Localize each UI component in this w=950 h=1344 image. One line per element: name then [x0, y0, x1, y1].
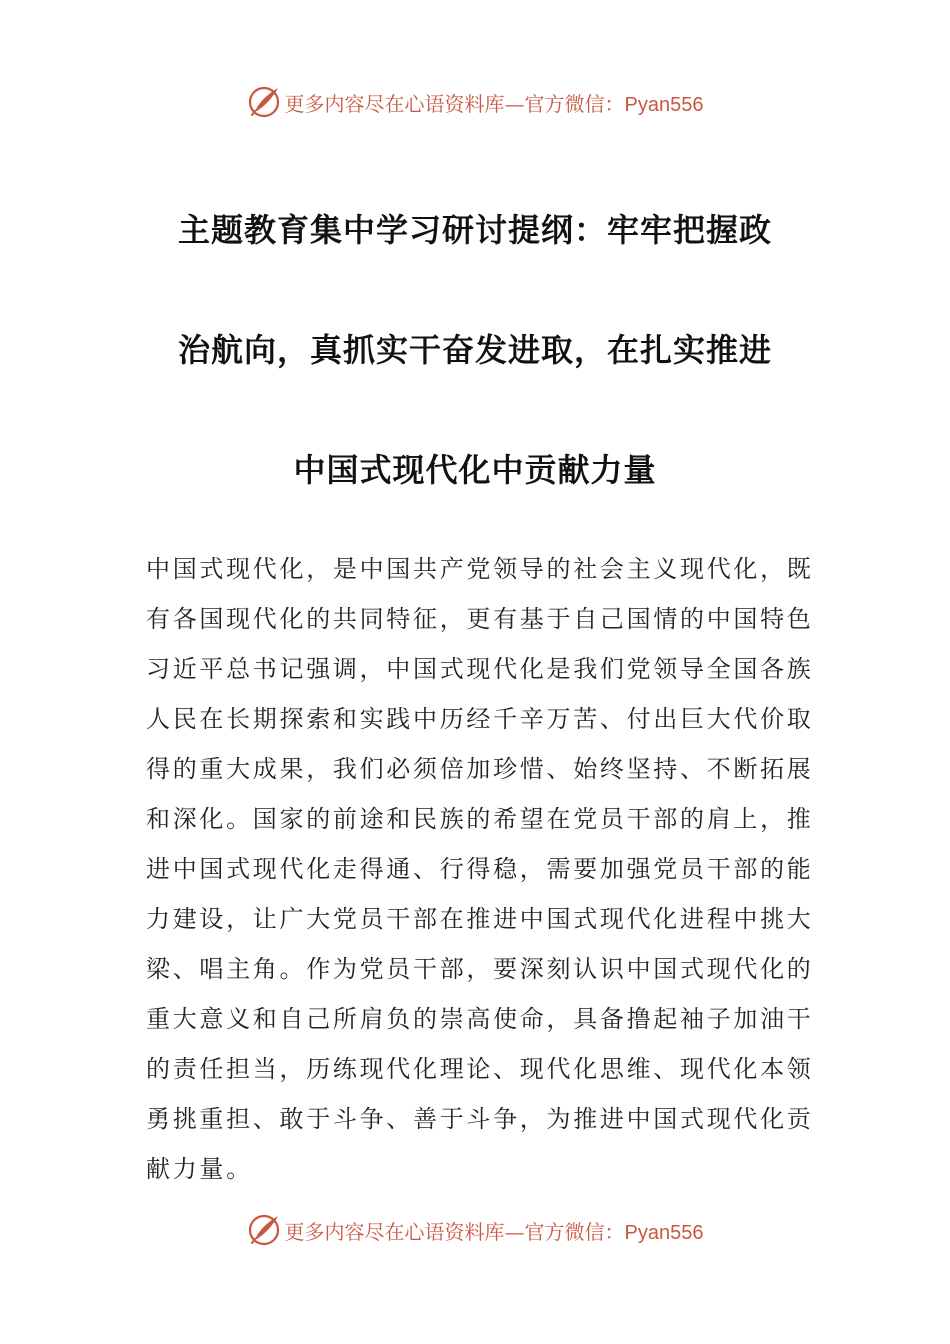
body-line: 有各国现代化的共同特征，更有基于自己国情的中国特色 — [146, 605, 814, 633]
header-banner — [0, 80, 950, 124]
footer-banner — [0, 1208, 950, 1252]
banner-text-cn: 更多内容尽在心语资料库—官方微信： — [284, 1219, 625, 1244]
body-line: 习近平总书记强调，中国式现代化是我们党领导全国各族 — [146, 655, 814, 683]
title-line: 治航向，真抓实干奋发进取，在扎实推进 — [177, 331, 772, 369]
banner-wechat-id: Pyan556 — [624, 1221, 704, 1244]
body-line: 的责任担当，历练现代化理论、现代化思维、现代化本领 — [146, 1055, 814, 1083]
banner-wechat-id: Pyan556 — [624, 93, 704, 116]
body-line: 得的重大成果，我们必须倍加珍惜、始终坚持、不断拓展 — [146, 755, 814, 783]
body-line: 勇挑重担、敢于斗争、善于斗争，为推进中国式现代化贡 — [146, 1105, 814, 1133]
banner-text-cn: 更多内容尽在心语资料库—官方微信： — [284, 91, 625, 116]
body-paragraph — [146, 544, 814, 1194]
body-line: 和深化。国家的前途和民族的希望在党员干部的肩上，推 — [146, 805, 814, 833]
body-line: 人民在长期探索和实践中历经千辛万苦、付出巨大代价取 — [146, 705, 814, 733]
body-line: 重大意义和自己所肩负的崇高使命，具备撸起袖子加油干 — [146, 1005, 814, 1033]
quill-pen-icon — [247, 84, 283, 120]
title-line: 主题教育集中学习研讨提纲：牢牢把握政 — [177, 211, 772, 249]
body-line: 进中国式现代化走得通、行得稳，需要加强党员干部的能 — [146, 855, 814, 883]
quill-pen-icon — [247, 1212, 283, 1248]
body-line: 梁、唱主角。作为党员干部，要深刻认识中国式现代化的 — [146, 955, 814, 983]
title-line: 中国式现代化中贡献力量 — [293, 451, 657, 489]
document-title — [150, 170, 800, 530]
body-line: 力建设，让广大党员干部在推进中国式现代化进程中挑大 — [146, 905, 814, 933]
body-line: 中国式现代化，是中国共产党领导的社会主义现代化，既 — [146, 555, 814, 583]
body-line: 献力量。 — [146, 1155, 253, 1183]
banner-text — [285, 88, 704, 117]
banner-text — [285, 1216, 704, 1245]
